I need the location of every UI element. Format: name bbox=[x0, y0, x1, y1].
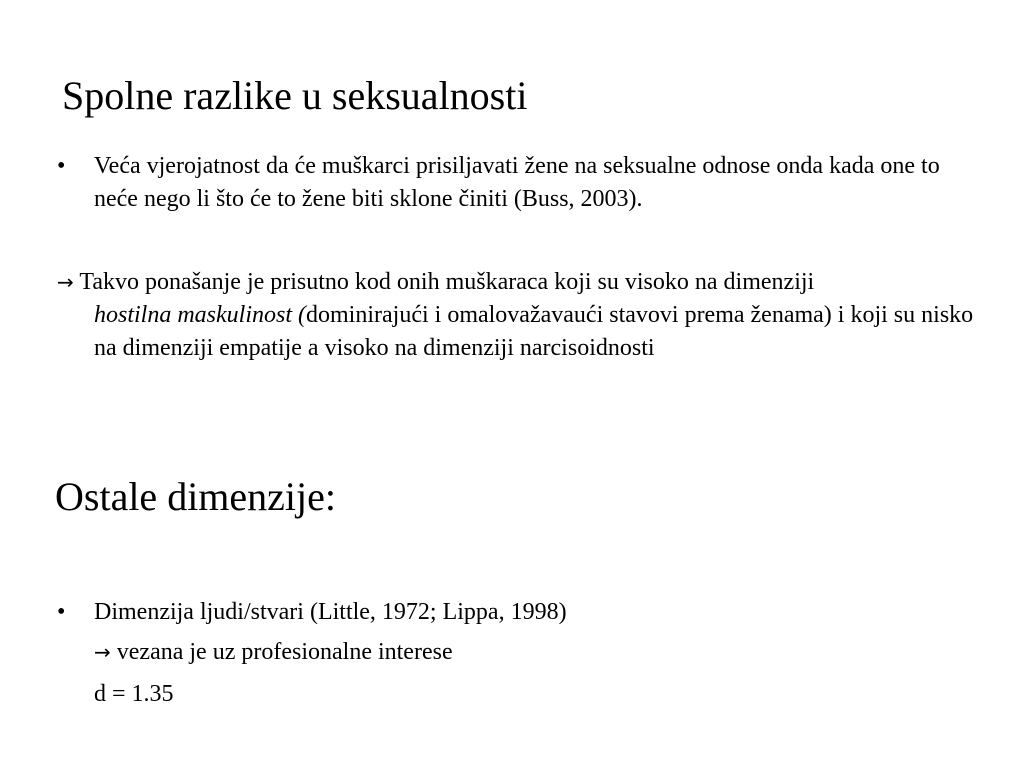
effect-size: d = 1.35 bbox=[94, 681, 174, 707]
bullet-text: Veća vjerojatnost da će muškarci prisiljavati žene na seksualne odnose onda kada one to neće nego li što će to žene biti sklone činiti (Buss, 2003). bbox=[94, 153, 940, 212]
bullet-text: Dimenzija ljudi/stvari (Little, 1972; Lippa, 1998) bbox=[94, 599, 567, 625]
paragraph-rest: dominirajući i omalovažavaući stavovi prema ženama) i koji su nisko na dimenziji empatije a visoko na dimenziji narcisoidnosti bbox=[94, 302, 974, 361]
sub-line-text: vezana je uz profesionalne interese bbox=[116, 639, 453, 665]
bullet-marker: • bbox=[57, 599, 66, 625]
arrow-paragraph bbox=[57, 266, 987, 365]
slide-title: Spolne razlike u seksualnosti bbox=[62, 73, 528, 118]
italic-term: hostilna maskulinost ( bbox=[94, 302, 307, 328]
section-title: Ostale dimenzije: bbox=[55, 474, 337, 519]
paragraph-line1: Takvo ponašanje je prisutno kod onih muškaraca koji su visoko na dimenziji bbox=[79, 269, 815, 295]
right-arrow-icon: → bbox=[94, 640, 111, 664]
sub-line-interests bbox=[94, 636, 453, 669]
bullet-marker: • bbox=[57, 153, 66, 179]
right-arrow-icon: → bbox=[57, 270, 74, 294]
